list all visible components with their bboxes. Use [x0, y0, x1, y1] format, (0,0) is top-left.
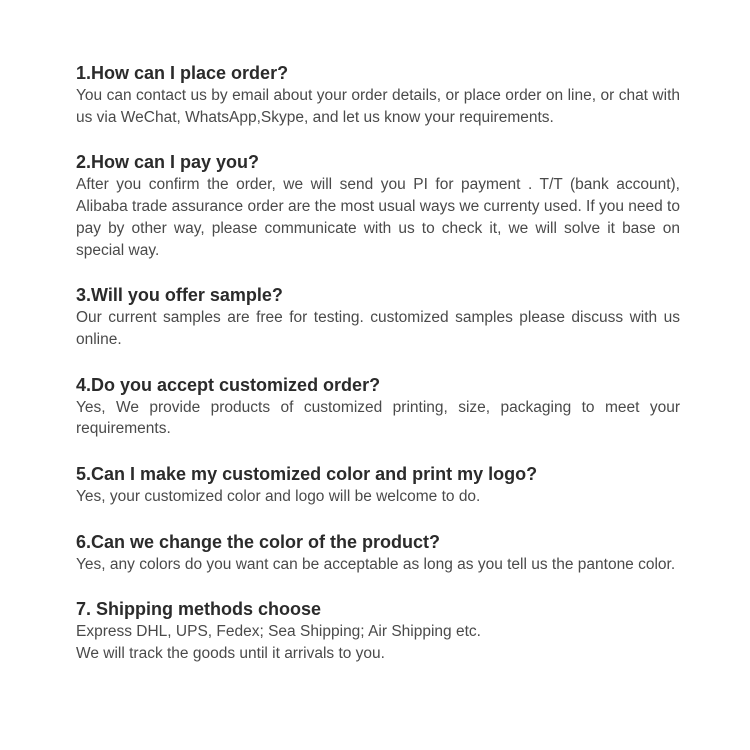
faq-answer: You can contact us by email about your order details, or place order on line, or chat with us via WeChat, WhatsApp,Skype, and let us know your requirements.	[76, 87, 680, 126]
faq-question: 4.Do you accept customized order?	[76, 374, 381, 395]
faq-answer: Yes, any colors do you want can be acceptable as long as you tell us the pantone color.	[76, 555, 676, 573]
faq-list	[76, 61, 680, 665]
faq-item	[76, 373, 680, 440]
faq-item	[76, 462, 680, 508]
faq-answer: Yes, We provide products of customized printing, size, packaging to meet your requirements.	[76, 398, 680, 438]
faq-question: 2.How can I pay you?	[76, 152, 260, 173]
faq-item	[76, 61, 680, 128]
faq-question: 6.Can we change the color of the product?	[76, 531, 441, 552]
faq-item	[76, 597, 680, 664]
faq-answer: After you confirm the order, we will send you PI for payment . T/T (bank account), Alibaba trade assurance order are the most usual ways we currenty used. If you need to pay by other way, please communicate with us to check it, we will solve it base on special way.	[76, 176, 680, 259]
faq-item	[76, 530, 680, 576]
faq-answer: Yes, your customized color and logo will be welcome to do.	[76, 488, 481, 506]
faq-item	[76, 283, 680, 350]
faq-item	[76, 150, 680, 261]
faq-answer-line: We will track the goods until it arrivals to you.	[76, 645, 385, 663]
faq-answer	[76, 621, 680, 664]
faq-question: 5.Can I make my customized color and print my logo?	[76, 464, 538, 485]
faq-answer-line: Express DHL, UPS, Fedex; Sea Shipping; Air Shipping etc.	[76, 623, 481, 641]
faq-answer: Our current samples are free for testing. customized samples please discuss with us online.	[76, 309, 680, 348]
faq-question: 3.Will you offer sample?	[76, 285, 283, 306]
faq-question: 7. Shipping methods choose	[76, 599, 322, 620]
faq-question: 1.How can I place order?	[76, 63, 289, 83]
